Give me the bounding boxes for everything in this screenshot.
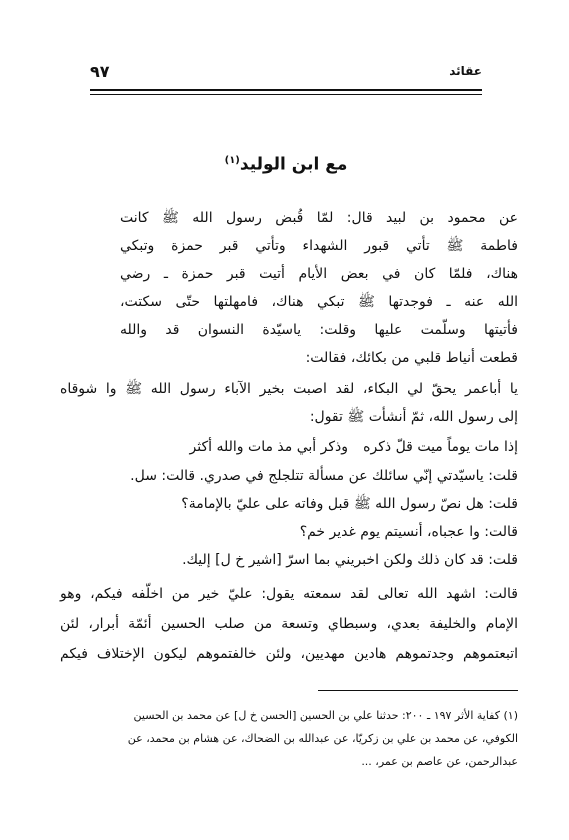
- section-title: [90, 150, 482, 176]
- running-title: عقائد: [449, 64, 482, 78]
- text-line: قالت: اشهد الله تعالى لقد سمعته يقول: عليّ خير من اخلّفه فيكم، وهو: [60, 586, 518, 602]
- footnote-line: عبدالرحمن، عن عاصم بن عمر، ...: [361, 755, 518, 768]
- text-line: عن محمود بن لبيد قال: لمّا قُبض رسول الله ﷺ كانت: [120, 210, 518, 226]
- footnote-rule: [318, 690, 518, 691]
- text-line: إلى رسول الله، ثمّ أنشأت ﷺ تقول:: [309, 409, 518, 425]
- text-line: قطعت أنياط قلبي من بكائك، فقالت:: [305, 350, 518, 366]
- dialogue-line: قلت: ياسيّدتي إنّي سائلك عن مسألة تتلجلج في صدري. قالت: سل.: [130, 468, 518, 484]
- verse-second-hemistich: وذكر أبي مذ مات والله أكثر: [189, 439, 348, 455]
- page-header: [90, 62, 482, 86]
- text-line: اتبعتموهم وجدتموهم هادين مهديين، ولئن خالفتموهم ليكون الإختلاف فيكم: [60, 646, 518, 662]
- text-line: فاطمة ﷺ تأتي قبور الشهداء وتأتي قبر حمزة وتبكي: [120, 238, 518, 254]
- poem-verse: [150, 437, 518, 459]
- dialogue-line: قلت: هل نصّ رسول الله ﷺ قبل وفاته على عليّ بالإمامة؟: [181, 496, 518, 512]
- dialogue-line: قلت: قد كان ذلك ولكن اخبريني بما اسرّ [اشير خ ل] إليك.: [182, 552, 518, 568]
- section-title-text: مع ابن الوليد: [239, 154, 348, 175]
- text-line: الإمام والخليفة بعدي، وسبطاي وتسعة من صلب الحسين أئمّة أبرار، لئن: [60, 616, 518, 632]
- footnote-line: الكوفي، عن محمد بن علي بن زكريّا، عن عبدالله بن الضحاك، عن هشام بن محمد، عن: [127, 732, 518, 745]
- text-line: يا أباعمر يحقّ لي البكاء، لقد اصبت بخير الآباء رسول الله ﷺ وا شوقاه: [60, 381, 518, 397]
- verse-first-hemistich: إذا مات يوماً ميت قلّ ذكره: [363, 439, 518, 455]
- footnote-marker: (١): [224, 155, 240, 166]
- dialogue-line: قالت: وا عجباه، أنسيتم يوم غدير خم؟: [299, 524, 518, 540]
- text-line: الله عنه ـ فوجدتها ﷺ تبكي هناك، فامهلتها حتّى سكتت،: [120, 294, 518, 310]
- header-rule: [90, 89, 482, 95]
- text-line: هناك، فلمّا كان في بعض الأيام أتيت قبر حمزة ـ رضي: [120, 266, 518, 282]
- footnote-line: (١) كفاية الأثر ١٩٧ ـ ٢٠٠: حدثنا علي بن الحسين [الحسن خ ل] عن محمد بن الحسين: [133, 709, 518, 722]
- text-line: فأتيتها وسلّمت عليها وقلت: ياسيّدة النسوان قد والله: [120, 322, 518, 338]
- page-number: ٩٧: [90, 62, 110, 81]
